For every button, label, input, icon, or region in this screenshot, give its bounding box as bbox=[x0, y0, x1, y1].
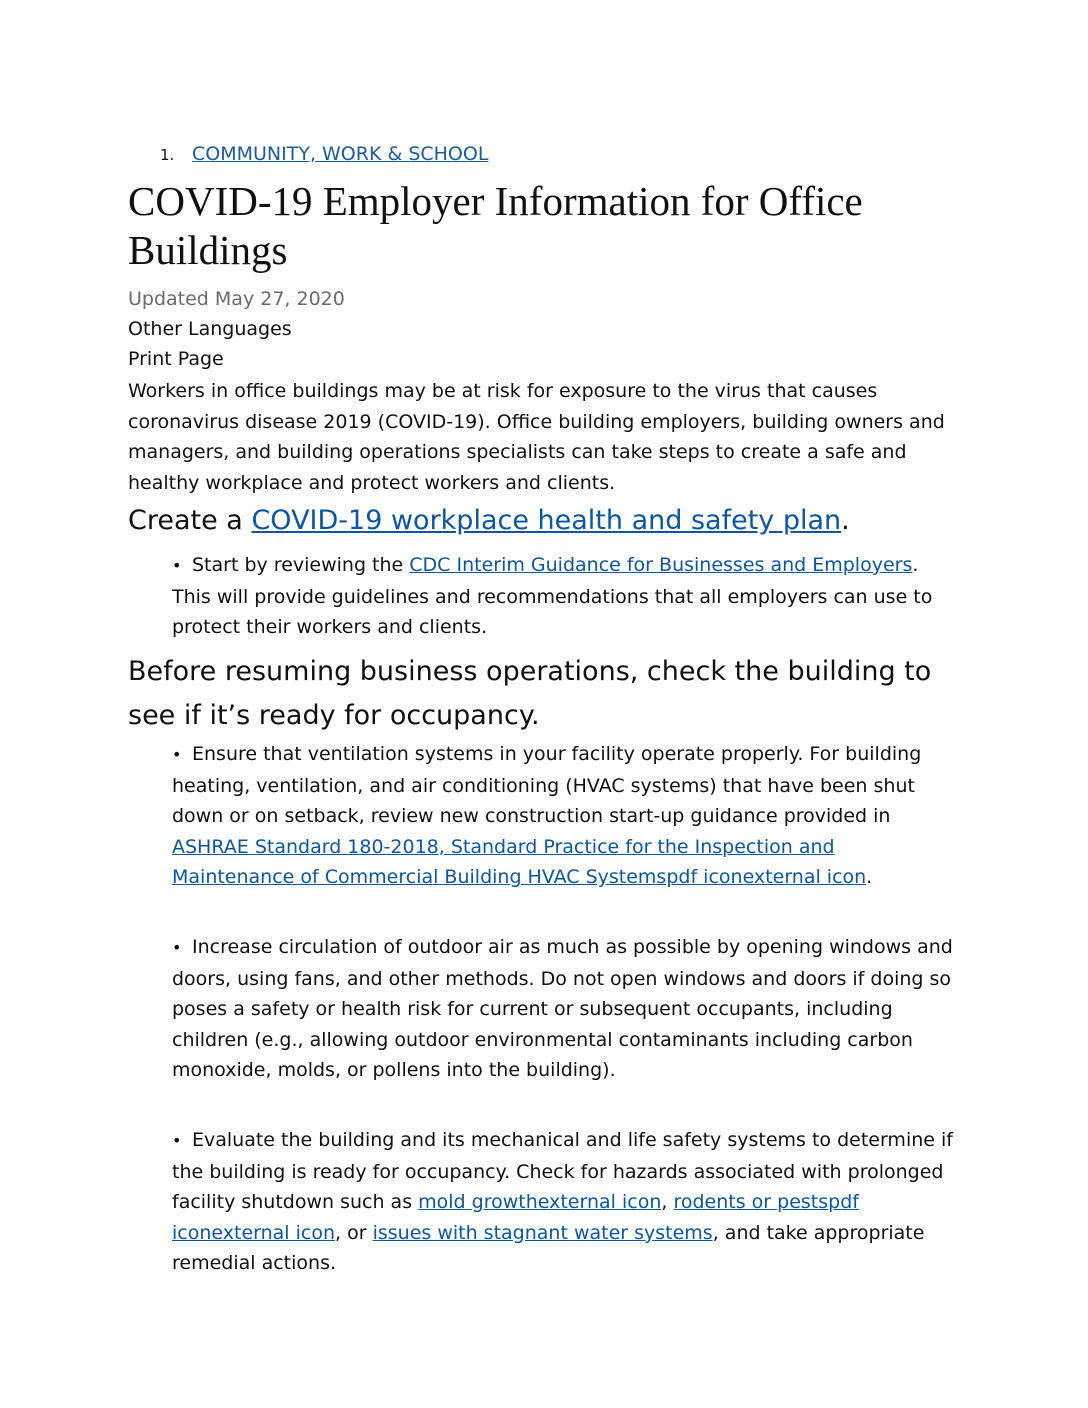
bullet-icon: • bbox=[172, 556, 182, 575]
mold-growth-link[interactable]: mold growthexternal icon bbox=[418, 1191, 662, 1214]
updated-date: Updated May 27, 2020 bbox=[128, 288, 345, 310]
bullet-icon: • bbox=[172, 938, 182, 957]
bullet-text: Evaluate the building and its mechanical and life safety systems to determine if the building is ready for occupancy. Check for hazards associated with prolonged facility shutdown such as bbox=[172, 1129, 953, 1214]
bullet-icon: • bbox=[172, 745, 182, 764]
cdc-interim-guidance-link[interactable]: CDC Interim Guidance for Businesses and Employers bbox=[409, 554, 913, 576]
rodents-pests-link[interactable]: rodents or pestspdf iconexternal icon bbox=[172, 1191, 859, 1244]
list-item bbox=[172, 550, 962, 643]
list-item bbox=[172, 1125, 962, 1279]
bullet-text: Ensure that ventilation systems in your facility operate properly. For building heating, ventilation, and air conditioning (HVAC systems) that have been shut down or on setback, review new construction start-up guidance provided in bbox=[172, 743, 922, 828]
breadcrumb-link-community-work-school[interactable]: COMMUNITY, WORK & SCHOOL bbox=[192, 143, 489, 165]
bullet-text-after: . bbox=[866, 866, 873, 889]
page-title: COVID-19 Employer Information for Office Buildings bbox=[128, 178, 863, 273]
bullet-text: Start by reviewing the bbox=[192, 554, 410, 576]
stagnant-water-link[interactable]: issues with stagnant water systems bbox=[372, 1221, 713, 1244]
section-heading-prefix: Create a bbox=[128, 505, 252, 536]
list-item bbox=[172, 739, 962, 893]
section-heading-suffix: . bbox=[841, 505, 850, 536]
section-heading-plan bbox=[128, 502, 850, 540]
breadcrumb bbox=[160, 141, 488, 168]
breadcrumb-number: 1. bbox=[160, 146, 175, 164]
bullet-icon: • bbox=[172, 1131, 182, 1150]
separator-text: , bbox=[661, 1191, 674, 1214]
bullet-text-after: . This will provide guidelines and recommendations that all employers can use to protect their workers and clients. bbox=[172, 554, 933, 639]
other-languages-link[interactable]: Other Languages bbox=[128, 318, 292, 340]
list-item bbox=[172, 932, 962, 1086]
bullet-text-after: , and take appropriate remedial actions. bbox=[172, 1221, 925, 1275]
intro-paragraph: Workers in office buildings may be at risk for exposure to the virus that causes coronavirus disease 2019 (COVID-19). Office building employers, building owners and managers, and building operations specialists can take steps to create a safe and healthy workplace and protect workers and clients. bbox=[128, 380, 945, 494]
ashrae-standard-link[interactable]: ASHRAE Standard 180-2018, Standard Practice for the Inspection and Maintenance of Commercial Building HVAC Systemspdf iconexternal icon bbox=[172, 835, 867, 889]
bullet-text: Increase circulation of outdoor air as much as possible by opening windows and doors, using fans, and other methods. Do not open windows and doors if doing so poses a safety or health risk for current or subsequent occupants, including children (e.g., allowing outdoor environmental contaminants including carbon monoxide, molds, or pollens into the building). bbox=[172, 936, 953, 1082]
workplace-plan-link[interactable]: COVID-19 workplace health and safety plan bbox=[251, 505, 842, 536]
section-heading-occupancy: Before resuming business operations, check the building to see if it’s ready for occupancy. bbox=[128, 656, 932, 731]
print-page-link[interactable]: Print Page bbox=[128, 348, 224, 370]
separator-text: , or bbox=[335, 1221, 373, 1244]
